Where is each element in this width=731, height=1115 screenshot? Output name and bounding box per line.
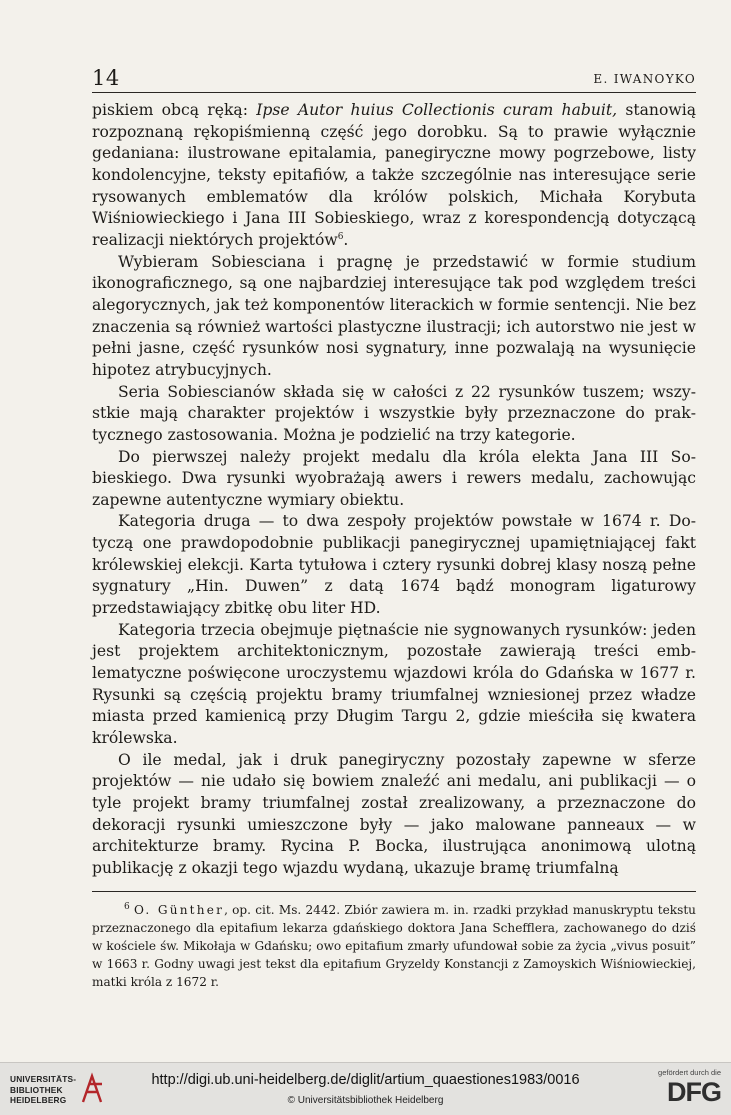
paragraph-1-body: stanowią rozpoznaną rękopiśmienną część jego dorobku. Są to prawie wyłącznie gedaniana: ilustrowane epitalamia, panegiryczne mowy pogrzebowe, listy kondolencyjne, teksty epitafiów, a także szczególnie nas interesujące serie rysowanych emblematów dla królów polskich, Michała Korybuta Wiśniowieckiego i Jana III Sobieskiego, wraz z korespondencją dotyczącą realizacji niektórych projektów [92,101,696,249]
header-rule [92,92,696,93]
footnote-marker: 6 [124,901,130,912]
footnote-6 [92,901,696,991]
paragraph-1-start: piskiem obcą ręką: [92,101,257,119]
paragraph-6: Kategoria trzecia obejmuje piętnaście nie sygnowanych rysunków: jeden jest projektem architektonicznym, pozostałe zawierają treści emblematyczne poświęcone uroczystemu wjazdowi króla do Gdańska w 1677 r. Rysunki są częścią projektu bramy triumfalnej wzniesionej przez władze miasta przed kamienicą przy Długim Targu 2, gdzie mieściła się kwatera królewska. [92,620,696,748]
paragraph-1 [92,100,696,252]
footnote-ref-6[interactable]: 6 [337,231,344,242]
paragraph-4: Do pierwszej należy projekt medalu dla króla elekta Jana III Sobieskiego. Dwa rysunki wyobrażają awers i rewers medalu, zachowując zapewne autentyczne wymiary obiektu. [92,447,696,509]
dfg-funder[interactable] [651,1068,721,1110]
library-name: UNIVERSITÄTS- BIBLIOTHEK HEIDELBERG [10,1074,77,1105]
paragraph-5: Kategoria druga — to dwa zespoły projektów powstałe w 1674 r. Dotyczą one prawdopodobnie publikacji panegirycznej upamiętniającej fakt królewskiej elekcji. Karta tytułowa i cztery rysunki dobrej klasy noszą pełne sygnatury „Hin. Duwen” z datą 1674 bądź monogram ligaturowy przedstawiający zbitkę obu liter HD. [92,512,696,618]
page-header [92,66,696,94]
paragraph-1-end: . [343,230,349,249]
paragraph-3: Seria Sobiescianów składa się w całości z 22 rysunków tuszem; wszystkie mają charakter projektów i wszystkie były przeznaczone do praktycznego zastosowania. Można je podzielić na trzy kategorie. [92,382,696,444]
footnote-rule [92,891,696,892]
latin-quote: Ipse Autor huius Collectionis curam habuit, [256,101,618,119]
funder-caption: gefördert durch die [658,1068,721,1077]
paragraph-2: Wybieram Sobiesciana i pragnę je przedstawić w formie studium ikonograficznego, są one najbardziej interesujące tak pod względem treści alegorycznych, jak też komponentów literackich w formie sentencji. Nie bez znaczenia są również wartości plastyczne ilustracji; ich autorstwo nie jest w pełni jasne, część rysunków nosi sygnatury, inne pozwalają na wysunięcie hipotez atrybucyjnych. [92,252,696,379]
copyright-notice: © Universitätsbibliothek Heidelberg [287,1095,444,1106]
body-text [92,100,696,880]
viewer-footer [0,1062,731,1115]
page-number: 14 [92,66,120,90]
permalink-url[interactable]: http://digi.ub.uni-heidelberg.de/diglit/artium_quaestiones1983/0016 [151,1072,580,1088]
footnote-text [92,901,696,991]
paragraph-7: O ile medal, jak i druk panegiryczny pozostały zapewne w sferze projektów — nie udało się bowiem znaleźć ani medalu, ani publikacji — o tyle projekt bramy triumfalnej został zrealizowany, a przeznaczone do dekoracji rysunki umieszczone były — jako malowane panneaux — w architekturze bramy. Rycina P. Bocka, ilustrująca anonimową ulotną publikację z okazji tego wjazdu wydaną, ukazuje bramę triumfalną [92,750,696,877]
running-head: E. IWANOYKO [593,72,696,86]
footnote-body: , op. cit. Ms. 2442. Zbiór zawiera m. in. rzadki przykład manuskryptu tekstu przeznaczonego dla epitafium lekarza gdańskiego doktora Jana Schefflera, zachowanego do dziś w kościele św. Mikołaja w Gdańsku; owo epitafium zmarły ufundował sobie za życia „vivus posuit” w 1663 r. Godny uwagi jest tekst dla epitafium Gryzeldy Konstancji z Zamoyskich Wiśniowieckiej, matki króla z 1672 r. [92,903,696,990]
dfg-logo: DFG [667,1077,721,1107]
footnote-author: O. Günther [133,903,225,917]
